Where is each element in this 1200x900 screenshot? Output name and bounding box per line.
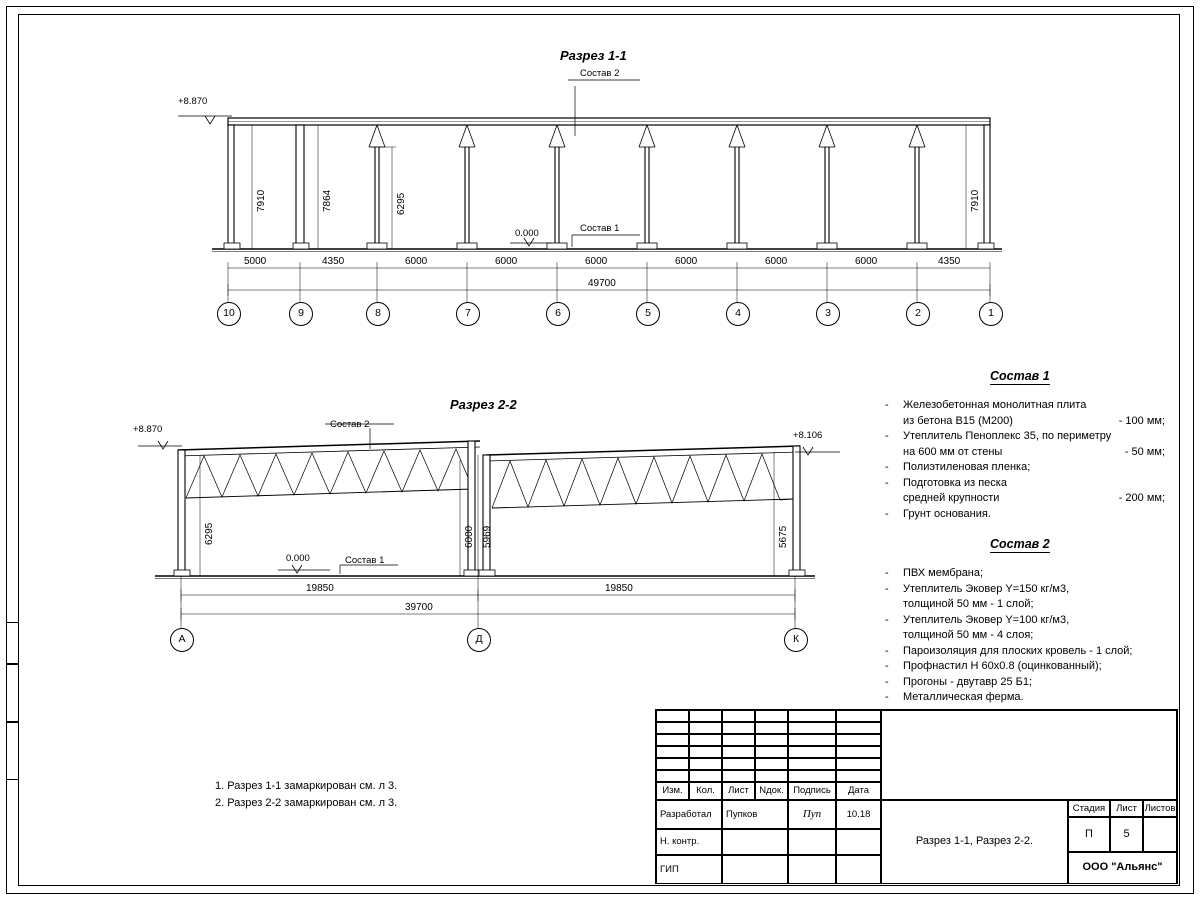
- rev-cell: [722, 734, 755, 746]
- spec-item-text: Подготовка из песка: [903, 476, 1007, 489]
- section-2-height-2: 6000: [464, 525, 475, 548]
- spec-bullet: -: [885, 430, 889, 442]
- section-2-top-level-right: +8.106: [793, 430, 823, 441]
- section-1-span-8: 6000: [855, 256, 878, 267]
- note-line: 2. Разрез 2-2 замаркирован см. л 3.: [215, 797, 398, 809]
- axis-marker-8: 8: [366, 302, 390, 326]
- axis-marker-4: 4: [726, 302, 750, 326]
- axis-marker-1: 1: [979, 302, 1003, 326]
- stage-value: П: [1068, 817, 1110, 852]
- section-1-title: Разрез 1-1: [560, 48, 627, 63]
- spec-item-text: Металлическая ферма.: [903, 691, 1024, 703]
- rev-cell: [788, 770, 836, 782]
- role-date-developer: 10.18: [836, 800, 881, 829]
- section-1-callout-top: Состав 2: [580, 68, 620, 79]
- rev-cell: [836, 710, 881, 722]
- rev-cell: [788, 758, 836, 770]
- axis-marker-7: 7: [456, 302, 480, 326]
- rev-cell: [689, 758, 722, 770]
- rev-cell: [788, 722, 836, 734]
- spec-item-text: Грунт основания.: [903, 507, 991, 520]
- section-2-top-level-left: +8.870: [133, 424, 163, 435]
- spec-item-value: - 100 мм;: [1118, 414, 1165, 427]
- rev-cell: [689, 710, 722, 722]
- sheet-value: 5: [1110, 817, 1143, 852]
- rev-cell: [836, 722, 881, 734]
- section-1-total-dimension: 49700: [588, 278, 616, 289]
- spec-bullet: -: [885, 567, 889, 579]
- rev-cell: [722, 770, 755, 782]
- rev-cell: [836, 758, 881, 770]
- section-1-height-3: 6295: [396, 192, 407, 215]
- spec-2-list: [885, 566, 1185, 706]
- spec-item-text: Утеплитель Пеноплекс 35, по периметру: [903, 430, 1112, 442]
- rev-cell: [656, 770, 689, 782]
- rev-cell: [656, 746, 689, 758]
- rev-cell: [755, 746, 788, 758]
- spec-item-text: ПВХ мембрана;: [903, 567, 984, 579]
- spec-bullet: -: [885, 691, 889, 703]
- rev-cell: [788, 710, 836, 722]
- section-1-span-3: 6000: [405, 256, 428, 267]
- section-1-span-5: 6000: [585, 256, 608, 267]
- spec-bullet: -: [885, 675, 889, 688]
- spec-bullet: -: [885, 461, 889, 473]
- sheet-header: Лист: [1110, 800, 1143, 817]
- note-line: 1. Разрез 1-1 замаркирован см. л 3.: [215, 780, 398, 792]
- rev-cell: [836, 746, 881, 758]
- rev-cell: [722, 710, 755, 722]
- axis-marker-6: 6: [546, 302, 570, 326]
- spec-item-value: - 50 мм;: [1124, 445, 1165, 458]
- rev-cell: [722, 758, 755, 770]
- spec-bullet: -: [885, 613, 889, 626]
- title-block-top-blank: [881, 710, 1177, 800]
- spec-bullet: [885, 445, 903, 461]
- spec-bullet: -: [885, 476, 889, 489]
- spec-item-text: толщиной 50 мм - 1 слой;: [903, 598, 1034, 610]
- role-label-gip: ГИП: [656, 855, 722, 884]
- section-2-height-1: 6295: [204, 522, 215, 545]
- role-name-ncontr: [722, 829, 788, 855]
- role-date-ncontr: [836, 829, 881, 855]
- rev-cell: [689, 746, 722, 758]
- section-1-height-2: 7864: [322, 189, 333, 212]
- role-date-gip: [836, 855, 881, 884]
- section-2-callout-bottom: Состав 1: [345, 555, 385, 566]
- sheets-value: [1143, 817, 1177, 852]
- rev-cell: [689, 734, 722, 746]
- header-kol: Кол.: [689, 782, 722, 800]
- role-name-gip: [722, 855, 788, 884]
- section-2-title: Разрез 2-2: [450, 397, 517, 412]
- spec-item-text: Полиэтиленовая пленка;: [903, 461, 1031, 473]
- spec-bullet: [885, 628, 903, 644]
- spec-bullet: -: [885, 399, 889, 411]
- section-1-height-1: 7910: [256, 189, 267, 212]
- section-1-span-6: 6000: [675, 256, 698, 267]
- spec-bullet: -: [885, 644, 889, 657]
- section-1-height-4: 7910: [970, 189, 981, 212]
- section-1-top-level-label: +8.870: [178, 96, 208, 107]
- spec-item-text: Утеплитель Эковер Y=100 кг/м3,: [903, 613, 1070, 626]
- role-sign-developer: [788, 800, 836, 829]
- section-1-span-2: 4350: [322, 256, 345, 267]
- rev-cell: [722, 722, 755, 734]
- spec-bullet: -: [885, 582, 889, 595]
- header-izm: Изм.: [656, 782, 689, 800]
- spec-item-text: средней крупности: [903, 492, 1000, 504]
- rev-cell: [755, 770, 788, 782]
- section-2-span-1: 19850: [306, 583, 334, 594]
- spec-2-title: Состав 2: [990, 537, 1050, 551]
- rev-cell: [656, 722, 689, 734]
- axis-marker-9: 9: [289, 302, 313, 326]
- axis-marker-a: А: [170, 628, 194, 652]
- notes-block: [215, 778, 397, 812]
- section-1-callout-bottom: Состав 1: [580, 223, 620, 234]
- axis-marker-2: 2: [906, 302, 930, 326]
- rev-cell: [656, 710, 689, 722]
- section-1-span-1: 5000: [244, 256, 267, 267]
- section-1-span-9: 4350: [938, 256, 961, 267]
- title-block: [655, 709, 1178, 884]
- rev-cell: [836, 770, 881, 782]
- company-name: ООО "Альянс": [1068, 852, 1177, 884]
- section-1-span-4: 6000: [495, 256, 518, 267]
- spec-item-text: толщиной 50 мм - 4 слоя;: [903, 629, 1034, 641]
- rev-cell: [836, 734, 881, 746]
- spec-bullet: [885, 414, 903, 430]
- spec-item-text: Утеплитель Эковер Y=150 кг/м3,: [903, 582, 1070, 595]
- role-sign-gip: [788, 855, 836, 884]
- spec-bullet: -: [885, 660, 889, 672]
- role-sign-ncontr: [788, 829, 836, 855]
- axis-marker-k: К: [784, 628, 808, 652]
- rev-cell: [656, 734, 689, 746]
- header-data: Дата: [836, 782, 881, 800]
- rev-cell: [788, 746, 836, 758]
- axis-marker-d: Д: [467, 628, 491, 652]
- rev-cell: [755, 722, 788, 734]
- section-2-span-2: 19850: [605, 583, 633, 594]
- spec-1-list: [885, 398, 1165, 522]
- axis-marker-10: 10: [217, 302, 241, 326]
- drawing-name: Разрез 1-1, Разрез 2-2.: [881, 800, 1068, 884]
- spec-item-text: Профнастил Н 60х0.8 (оцинкованный);: [903, 660, 1102, 672]
- rev-cell: [755, 710, 788, 722]
- section-2-zero-level-label: 0.000: [286, 553, 310, 564]
- spec-1-title: Состав 1: [990, 369, 1050, 383]
- section-1-span-7: 6000: [765, 256, 788, 267]
- spec-item-text: из бетона В15 (М200): [903, 414, 1013, 427]
- rev-cell: [689, 722, 722, 734]
- rev-cell: [755, 758, 788, 770]
- rev-cell: [656, 758, 689, 770]
- spec-item-value: - 200 мм;: [1118, 492, 1165, 504]
- header-podpis: Подпись: [788, 782, 836, 800]
- axis-marker-3: 3: [816, 302, 840, 326]
- sheets-header: Листов: [1143, 800, 1177, 817]
- spec-item-text: Пароизоляция для плоских кровель - 1 слой;: [903, 644, 1133, 657]
- rev-cell: [755, 734, 788, 746]
- header-list: Лист: [722, 782, 755, 800]
- role-label-ncontr: Н. контр.: [656, 829, 722, 855]
- spec-item-text: Прогоны - двутавр 25 Б1;: [903, 675, 1033, 688]
- spec-item-text: Железобетонная монолитная плита: [903, 399, 1087, 411]
- rev-cell: [788, 734, 836, 746]
- section-2-total-dimension: 39700: [405, 602, 433, 613]
- stage-header: Стадия: [1068, 800, 1110, 817]
- spec-bullet: [885, 491, 903, 507]
- header-ndok: Nдок.: [755, 782, 788, 800]
- section-2-height-4: 5675: [778, 525, 789, 548]
- spec-item-text: на 600 мм от стены: [903, 445, 1003, 458]
- section-2-callout-top: Состав 2: [330, 419, 370, 430]
- rev-cell: [689, 770, 722, 782]
- spec-bullet: [885, 597, 903, 613]
- section-1-zero-level-label: 0.000: [515, 228, 539, 239]
- spec-bullet: -: [885, 507, 889, 520]
- signature-glyph: Пуп: [802, 807, 822, 820]
- axis-marker-5: 5: [636, 302, 660, 326]
- role-label-developer: Разработал: [656, 800, 722, 829]
- role-name-developer: Пупков: [722, 800, 788, 829]
- rev-cell: [722, 746, 755, 758]
- section-2-height-3: 5969: [482, 525, 493, 548]
